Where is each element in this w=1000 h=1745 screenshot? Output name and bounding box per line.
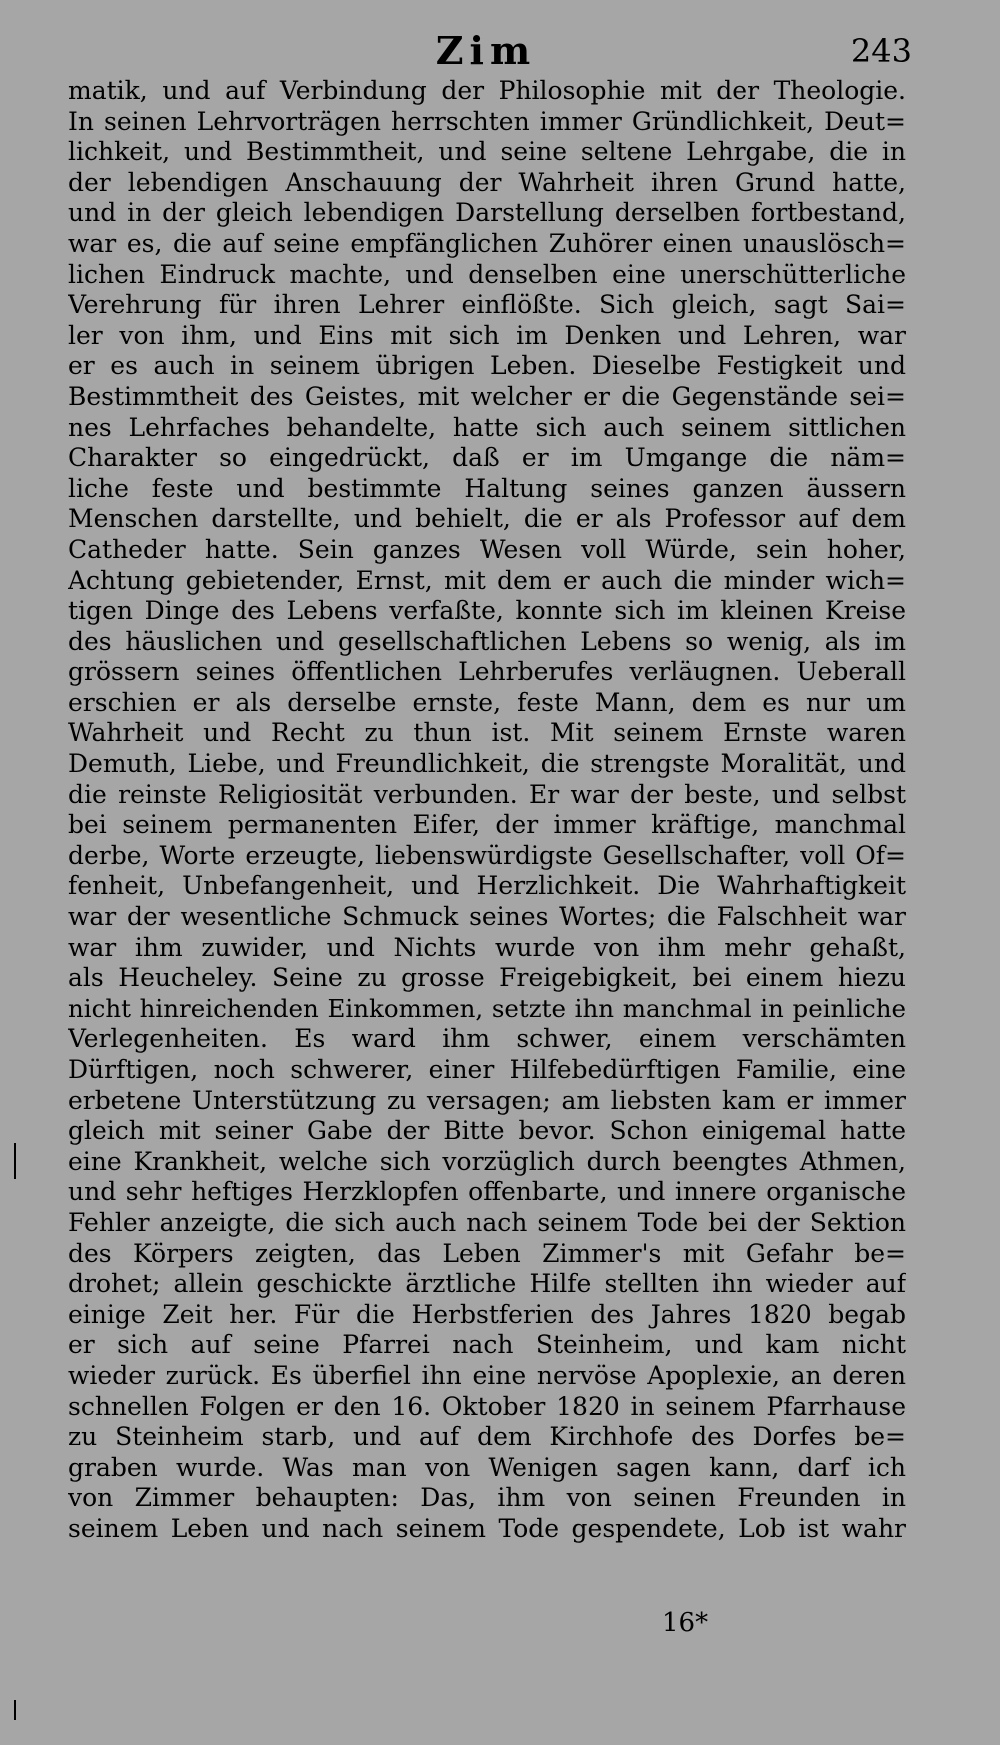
text-line: er sich auf seine Pfarrei nach Steinheim, und kam nicht <box>68 1330 906 1360</box>
printer-signature: 16* <box>662 1608 709 1638</box>
text-line: und in der gleich lebendigen Darstellung derselben fortbestand, <box>68 198 906 228</box>
text-line: war es, die auf seine empfänglichen Zuhörer einen unauslösch= <box>68 228 906 258</box>
page-header <box>60 28 912 78</box>
text-line: Bestimmtheit des Geistes, mit welcher er die Gegenstände sei= <box>68 381 906 411</box>
text-line: des häuslichen und gesellschaftlichen Lebens so wenig, als im <box>68 626 906 656</box>
text-line: eine Krankheit, welche sich vorzüglich durch beengtes Athmen, <box>68 1146 906 1176</box>
running-head: Zim <box>435 28 537 73</box>
text-line: liche feste und bestimmte Haltung seines ganzen äussern <box>68 473 906 503</box>
text-line: einige Zeit her. Für die Herbstferien des Jahres 1820 begab <box>68 1299 906 1329</box>
text-line: Dürftigen, noch schwerer, einer Hilfebedürftigen Familie, eine <box>68 1055 906 1084</box>
text-line: er es auch in seinem übrigen Leben. Dieselbe Festigkeit und <box>68 351 906 381</box>
text-line: zu Steinheim starb, und auf dem Kirchhofe des Dorfes be= <box>68 1422 906 1452</box>
text-line: war ihm zuwider, und Nichts wurde von ihm mehr gehaßt, <box>68 932 906 962</box>
text-line: nicht hinreichenden Einkommen, setzte ihn manchmal in peinliche <box>68 993 906 1023</box>
text-line: des Körpers zeigten, das Leben Zimmer's mit Gefahr be= <box>68 1238 906 1268</box>
margin-mark <box>14 1700 16 1720</box>
text-line: Catheder hatte. Sein ganzes Wesen voll Würde, sein hoher, <box>68 534 906 564</box>
text-line: Demuth, Liebe, und Freundlichkeit, die strengste Moralität, und <box>68 749 906 779</box>
text-line: graben wurde. Was man von Wenigen sagen kann, darf ich <box>68 1452 906 1482</box>
text-line: fenheit, Unbefangenheit, und Herzlichkeit. Die Wahrhaftigkeit <box>68 871 906 901</box>
text-line: tigen Dinge des Lebens verfaßte, konnte sich im kleinen Kreise <box>68 596 906 626</box>
text-line: erschien er als derselbe ernste, feste Mann, dem es nur um <box>68 687 906 717</box>
body-text <box>68 76 906 1545</box>
page-number: 243 <box>850 32 912 70</box>
text-line: Wahrheit und Recht zu thun ist. Mit seinem Ernste waren <box>68 718 906 748</box>
text-line: nes Lehrfaches behandelte, hatte sich auch seinem sittlichen <box>68 412 906 442</box>
text-line: von Zimmer behaupten: Das, ihm von seinen Freunden in <box>68 1483 906 1513</box>
text-line: Menschen darstellte, und behielt, die er als Professor auf dem <box>68 504 906 534</box>
text-line: Verlegenheiten. Es ward ihm schwer, einem verschämten <box>68 1024 906 1054</box>
text-line: lichkeit, und Bestimmtheit, und seine seltene Lehrgabe, die in <box>68 137 906 167</box>
text-line: Achtung gebietender, Ernst, mit dem er auch die minder wich= <box>68 565 906 595</box>
text-line: In seinen Lehrvorträgen herrschten immer Gründlichkeit, Deut= <box>68 106 906 136</box>
text-line: der lebendigen Anschauung der Wahrheit ihren Grund hatte, <box>68 167 906 197</box>
text-line: Verehrung für ihren Lehrer einflößte. Sich gleich, sagt Sai= <box>68 290 906 320</box>
margin-mark <box>14 1143 16 1179</box>
text-line: bei seinem permanenten Eifer, der immer kräftige, manchmal <box>68 810 906 840</box>
text-line: Fehler anzeigte, die sich auch nach seinem Tode bei der Sektion <box>68 1207 906 1237</box>
text-line: Charakter so eingedrückt, daß er im Umgange die näm= <box>68 443 906 473</box>
text-line: seinem Leben und nach seinem Tode gespendete, Lob ist wahr <box>68 1513 906 1543</box>
text-line: und sehr heftiges Herzklopfen offenbarte, und innere organische <box>68 1177 906 1207</box>
text-line: grössern seines öffentlichen Lehrberufes verläugnen. Ueberall <box>68 657 906 687</box>
text-line: die reinste Religiosität verbunden. Er war der beste, und selbst <box>68 779 906 809</box>
text-line: war der wesentliche Schmuck seines Wortes; die Falschheit war <box>68 902 906 932</box>
text-line: matik, und auf Verbindung der Philosophie mit der Theologie. <box>68 76 906 105</box>
text-line: lichen Eindruck machte, und denselben eine unerschütterliche <box>68 259 906 289</box>
text-line: ler von ihm, und Eins mit sich im Denken und Lehren, war <box>68 320 906 350</box>
text-line: drohet; allein geschickte ärztliche Hilfe stellten ihn wieder auf <box>68 1269 906 1299</box>
text-line: schnellen Folgen er den 16. Oktober 1820 in seinem Pfarrhause <box>68 1391 906 1421</box>
text-line: gleich mit seiner Gabe der Bitte bevor. Schon einigemal hatte <box>68 1116 906 1146</box>
text-line: wieder zurück. Es überfiel ihn eine nervöse Apoplexie, an deren <box>68 1360 906 1390</box>
text-line: erbetene Unterstützung zu versagen; am liebsten kam er immer <box>68 1085 906 1115</box>
text-line: derbe, Worte erzeugte, liebenswürdigste Gesellschafter, voll Of= <box>68 840 906 870</box>
text-line: als Heucheley. Seine zu grosse Freigebigkeit, bei einem hiezu <box>68 963 906 993</box>
